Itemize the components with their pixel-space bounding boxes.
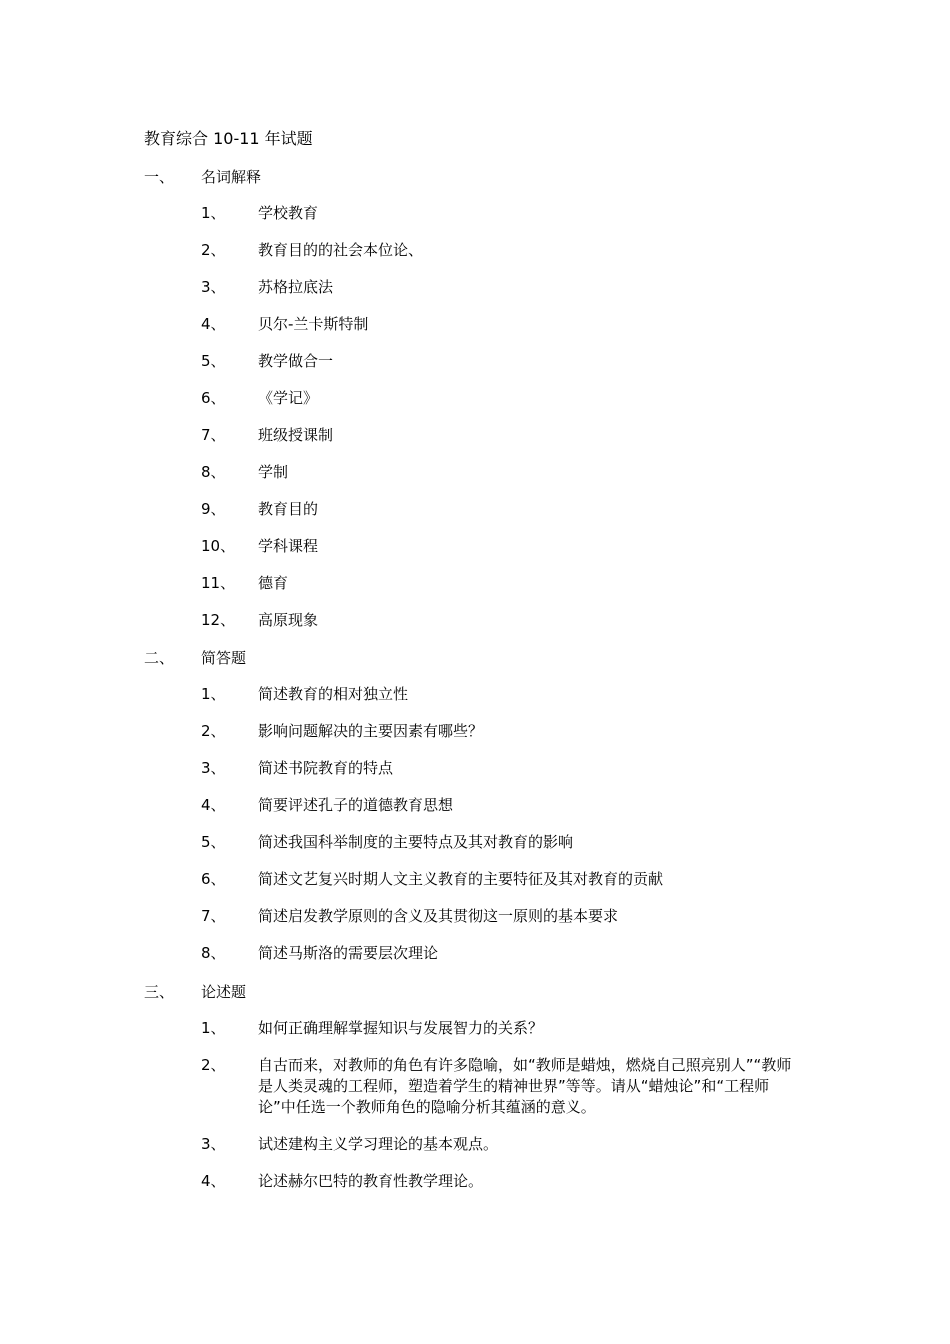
- item-number: 6、: [201, 389, 226, 407]
- item-number: 8、: [201, 463, 226, 481]
- item-number: 2、: [201, 241, 226, 259]
- item-number: 6、: [201, 870, 226, 888]
- item-number: 2、: [201, 1056, 226, 1074]
- list-item: [201, 573, 821, 594]
- list-item: [201, 277, 821, 298]
- list-item: [201, 832, 821, 853]
- list-item: [201, 610, 821, 631]
- item-text: 学校教育: [258, 204, 319, 222]
- list-item: [201, 351, 821, 372]
- item-number: 7、: [201, 426, 226, 444]
- item-text: 学制: [258, 463, 289, 481]
- list-item: [201, 388, 821, 409]
- list-item: [201, 240, 821, 261]
- list-item: [201, 203, 821, 224]
- item-text: 简述文艺复兴时期人文主义教育的主要特征及其对教育的贡献: [258, 870, 664, 888]
- list-item: [201, 536, 821, 557]
- list-item: [201, 462, 821, 483]
- item-text: 班级授课制: [258, 426, 334, 444]
- list-item: [201, 1171, 821, 1192]
- section-number: 二、: [144, 649, 175, 667]
- list-item: [201, 1055, 821, 1118]
- item-text: 高原现象: [258, 611, 319, 629]
- item-number: 3、: [201, 278, 226, 296]
- item-text: 简述书院教育的特点: [258, 759, 394, 777]
- section-label: 论述题: [201, 983, 247, 1001]
- item-text: 教育目的的社会本位论、: [258, 241, 424, 259]
- item-number: 5、: [201, 833, 226, 851]
- list-item: [201, 721, 821, 742]
- list-item: [201, 684, 821, 705]
- item-text: 试述建构主义学习理论的基本观点。: [258, 1135, 499, 1153]
- item-text: 影响问题解决的主要因素有哪些？: [258, 722, 484, 740]
- list-item: [201, 425, 821, 446]
- list-item: [201, 1018, 821, 1039]
- item-number: 10、: [201, 537, 236, 555]
- list-item: [201, 943, 821, 964]
- item-text: 教学做合一: [258, 352, 334, 370]
- item-number: 3、: [201, 1135, 226, 1153]
- item-text: 简要评述孔子的道德教育思想: [258, 796, 454, 814]
- item-text: 简述马斯洛的需要层次理论: [258, 944, 439, 962]
- item-text: 简述启发教学原则的含义及其贯彻这一原则的基本要求: [258, 907, 619, 925]
- item-number: 8、: [201, 944, 226, 962]
- list-item: [201, 795, 821, 816]
- item-number: 4、: [201, 1172, 226, 1190]
- item-text: 德育: [258, 574, 289, 592]
- item-number: 4、: [201, 315, 226, 333]
- item-text: 苏格拉底法: [258, 278, 334, 296]
- item-number: 3、: [201, 759, 226, 777]
- list-item: [201, 314, 821, 335]
- item-number: 9、: [201, 500, 226, 518]
- item-text: 贝尔-兰卡斯特制: [258, 315, 369, 333]
- section-label: 简答题: [201, 649, 247, 667]
- item-text: 学科课程: [258, 537, 319, 555]
- list-item: [201, 1134, 821, 1155]
- item-text: 简述我国科举制度的主要特点及其对教育的影响: [258, 833, 574, 851]
- section-label: 名词解释: [201, 168, 262, 186]
- item-text: 教育目的: [258, 500, 319, 518]
- item-text: 《学记》: [258, 389, 319, 407]
- item-text: 论述赫尔巴特的教育性教学理论。: [258, 1172, 484, 1190]
- item-number: 7、: [201, 907, 226, 925]
- list-item: [201, 758, 821, 779]
- item-number: 12、: [201, 611, 236, 629]
- section-number: 三、: [144, 983, 175, 1001]
- list-item: [201, 499, 821, 520]
- list-item: [201, 906, 821, 927]
- item-number: 1、: [201, 685, 226, 703]
- item-number: 2、: [201, 722, 226, 740]
- item-text: 自古而来，对教师的角色有许多隐喻，如“教师是蜡烛，燃烧自己照亮别人”“教师是人类灵魂的工程师，塑造着学生的精神世界”等等。请从“蜡烛论”和“工程师论”中任选一个教师角色的隐喻分析其蕴涵的意义。: [258, 1056, 792, 1116]
- item-text: 简述教育的相对独立性: [258, 685, 409, 703]
- list-item: [201, 869, 821, 890]
- item-number: 5、: [201, 352, 226, 370]
- item-number: 11、: [201, 574, 236, 592]
- section-number: 一、: [144, 168, 175, 186]
- item-number: 1、: [201, 1019, 226, 1037]
- item-number: 4、: [201, 796, 226, 814]
- item-number: 1、: [201, 204, 226, 222]
- document-title: 教育综合 10-11 年试题: [144, 129, 313, 148]
- item-text: 如何正确理解掌握知识与发展智力的关系？: [258, 1019, 544, 1037]
